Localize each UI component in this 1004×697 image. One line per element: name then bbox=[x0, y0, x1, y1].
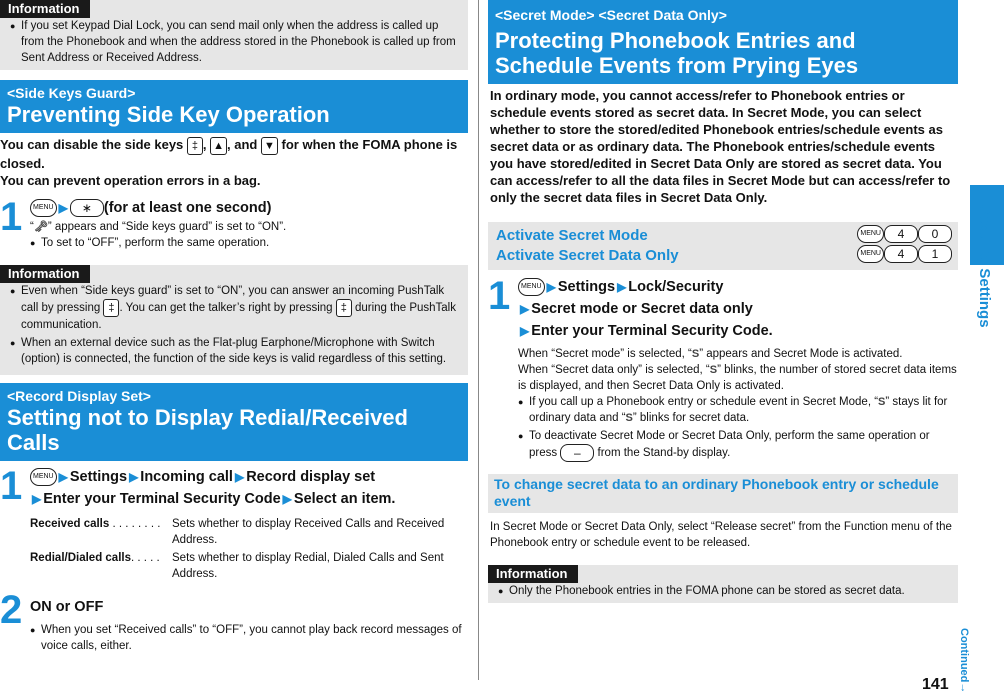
arrow-icon: ▶ bbox=[129, 469, 139, 484]
change-secret-data-heading: To change secret data to an ordinary Phonebook entry or schedule event bbox=[488, 474, 958, 513]
step-1-secret bbox=[488, 276, 958, 462]
step-1-record bbox=[0, 463, 468, 582]
step-instruction: MENU ▶ Settings ▶ Incoming call ▶ Record display set ▶ Enter your Terminal Security Code ▶ Select an item. bbox=[32, 468, 396, 507]
step-2-record bbox=[0, 587, 468, 654]
section-subtitle: <Secret Mode> <Secret Data Only> bbox=[495, 7, 727, 23]
intro-text: You can disable the side keys ‡ , ▲ , and ▼ for when the FOMA phone is closed. bbox=[0, 137, 458, 171]
information-tag: Information bbox=[488, 565, 578, 583]
down-key-icon: ▼ bbox=[261, 137, 278, 155]
activate-secret-data-label: Activate Secret Data Only bbox=[496, 247, 679, 264]
info-bullet: ● When an external device such as the Flat-plug Earphone/Microphone with Switch (option) is connected, the function of the side keys is valid regardless of this setting. bbox=[10, 335, 462, 367]
lock-key-icon: 🗝 bbox=[33, 220, 48, 233]
step-bullet: ● To deactivate Secret Mode or Secret Data Only, perform the same operation or press ‒ from the Stand-by display. bbox=[518, 428, 958, 462]
side-key-icon: ‡ bbox=[336, 299, 352, 317]
key-4-icon: 4 bbox=[884, 225, 918, 243]
activate-secret-mode-label: Activate Secret Mode bbox=[496, 227, 648, 244]
menu-key-icon: MENU bbox=[518, 278, 545, 296]
activate-secret-mode-keys bbox=[857, 225, 952, 243]
section-title: Setting not to Display Redial/Received Calls bbox=[7, 404, 408, 455]
menu-key-icon: MENU bbox=[857, 225, 884, 243]
step-instruction: ON or OFF bbox=[30, 598, 104, 615]
information-tag: Information bbox=[0, 0, 90, 18]
chapter-side-tab bbox=[966, 0, 1004, 697]
arrow-icon: ▶ bbox=[234, 469, 245, 484]
information-box bbox=[488, 565, 958, 603]
change-secret-data-body: In Secret Mode or Secret Data Only, select “Release secret” from the Function menu of the Phonebook entry or schedule event to be released. bbox=[490, 521, 952, 550]
option-description: Sets whether to display Redial, Dialed Calls and Sent Address. bbox=[172, 551, 444, 580]
step-number: 1 bbox=[488, 274, 511, 318]
section-subtitle: <Record Display Set> bbox=[7, 387, 151, 404]
section-heading-secret bbox=[488, 0, 958, 84]
step-note: When “Secret data only” is selected, “S” blinks, the number of stored secret data items is displayed, and then Secret Data Only is activated. bbox=[518, 364, 957, 393]
option-table bbox=[30, 516, 468, 582]
up-key-icon: ▲ bbox=[210, 137, 227, 155]
info-bullet: ● Even when “Side keys guard” is set to “ON”, you can answer an incoming PushTalk call by pressing ‡ . You can get the talker’s right by pressing ‡ during the PushTalk communication. bbox=[10, 283, 462, 333]
key-1-icon: 1 bbox=[918, 245, 952, 263]
step-note: When “Secret mode” is selected, “S” appears and Secret Mode is activated. bbox=[518, 348, 903, 361]
section-heading-side-keys bbox=[0, 80, 468, 133]
option-label: Received calls . . . . . . . . bbox=[30, 517, 161, 530]
table-row bbox=[30, 516, 468, 548]
secret-mode-icon: S bbox=[625, 412, 633, 425]
table-row bbox=[30, 550, 468, 582]
arrow-icon: ▶ bbox=[32, 491, 42, 506]
step-bullet: ● To set to “OFF”, perform the same operation. bbox=[30, 235, 468, 251]
arrow-icon: ▶ bbox=[617, 280, 627, 294]
step-number: 1 bbox=[0, 194, 23, 239]
star-key-icon: ∗ bbox=[70, 199, 104, 217]
step-1-side-keys bbox=[0, 194, 468, 251]
menu-key-icon: MENU bbox=[30, 199, 57, 217]
left-column bbox=[0, 0, 468, 656]
section-heading-record-display bbox=[0, 383, 468, 461]
arrow-icon: ▶ bbox=[58, 200, 68, 215]
info-bullet: ● If you set Keypad Dial Lock, you can send mail only when the address is called up from the Phonebook and when the address stored in the Phonebook is called up from Sent Address or Received Address. bbox=[10, 18, 462, 66]
side-key-icon: ‡ bbox=[187, 137, 203, 155]
option-description: Sets whether to display Received Calls and Received Address. bbox=[172, 517, 445, 546]
side-key-icon: ‡ bbox=[103, 299, 119, 317]
secret-mode-icon: S bbox=[709, 364, 718, 377]
key-0-icon: 0 bbox=[918, 225, 952, 243]
intro-paragraph: In ordinary mode, you cannot access/refer to Phonebook entries or schedule events stored as secret data. In Secret Mode, you can select whether to store the stored/edited Phonebook entries/schedule events as secret data or as ordinary data. The Phonebook entries/schedule events you have stored/edited in Secret Data Only are stored as secret data. You can access/refer to all the data files in Secret Mode but can access/refer to only the secret data files in Secret Data Only. bbox=[490, 88, 951, 205]
step-number: 2 bbox=[0, 587, 23, 632]
arrow-icon: ▶ bbox=[58, 469, 68, 484]
information-box bbox=[0, 0, 468, 70]
section-title: Protecting Phonebook Entries and Schedule Events from Prying Eyes bbox=[495, 28, 859, 78]
secret-mode-icon: S bbox=[691, 348, 700, 360]
menu-key-icon: MENU bbox=[857, 245, 884, 263]
information-box bbox=[0, 265, 468, 375]
step-note: “🗝” appears and “Side keys guard” is set to “ON”. bbox=[30, 220, 287, 233]
chapter-title: Security Settings bbox=[976, 205, 993, 328]
arrow-icon: ▶ bbox=[282, 491, 292, 506]
intro-text-2: You can prevent operation errors in a bag. bbox=[0, 172, 261, 188]
menu-key-icon: MENU bbox=[30, 468, 57, 486]
step-instruction: MENU ▶ ∗ (for at least one second) bbox=[30, 197, 468, 219]
secret-mode-icon: S bbox=[878, 396, 886, 409]
arrow-icon: ▶ bbox=[546, 280, 556, 294]
arrow-icon: ▶ bbox=[520, 324, 530, 338]
info-bullet: ● Only the Phonebook entries in the FOMA phone can be stored as secret data. bbox=[498, 583, 952, 599]
continued-label: Continued→ bbox=[958, 628, 970, 694]
step-instruction: MENU ▶ Settings ▶ Lock/Security ▶ Secret mode or Secret data only ▶ Enter your Terminal Security Code. bbox=[520, 279, 773, 339]
step-bullet: ● If you call up a Phonebook entry or schedule event in Secret Mode, “S” stays lit for ordinary data and “S” blinks for secret data. bbox=[518, 394, 958, 426]
activate-secret-data-keys bbox=[857, 245, 952, 263]
column-divider bbox=[478, 0, 479, 680]
step-bullet: ● When you set “Received calls” to “OFF”, you cannot play back record messages of voice calls, either. bbox=[30, 622, 468, 654]
section-subtitle: <Side Keys Guard> bbox=[7, 85, 136, 101]
option-label: Redial/Dialed calls. . . . . bbox=[30, 551, 160, 564]
step-number: 1 bbox=[0, 463, 23, 508]
activate-bar bbox=[488, 222, 958, 270]
page-number: 141 bbox=[922, 676, 949, 693]
right-column bbox=[488, 0, 958, 603]
section-title: Preventing Side Key Operation bbox=[7, 102, 330, 127]
information-tag: Information bbox=[0, 265, 90, 283]
key-4-icon: 4 bbox=[884, 245, 918, 263]
end-key-icon: ‒ bbox=[560, 444, 594, 462]
arrow-icon: ▶ bbox=[520, 302, 530, 316]
